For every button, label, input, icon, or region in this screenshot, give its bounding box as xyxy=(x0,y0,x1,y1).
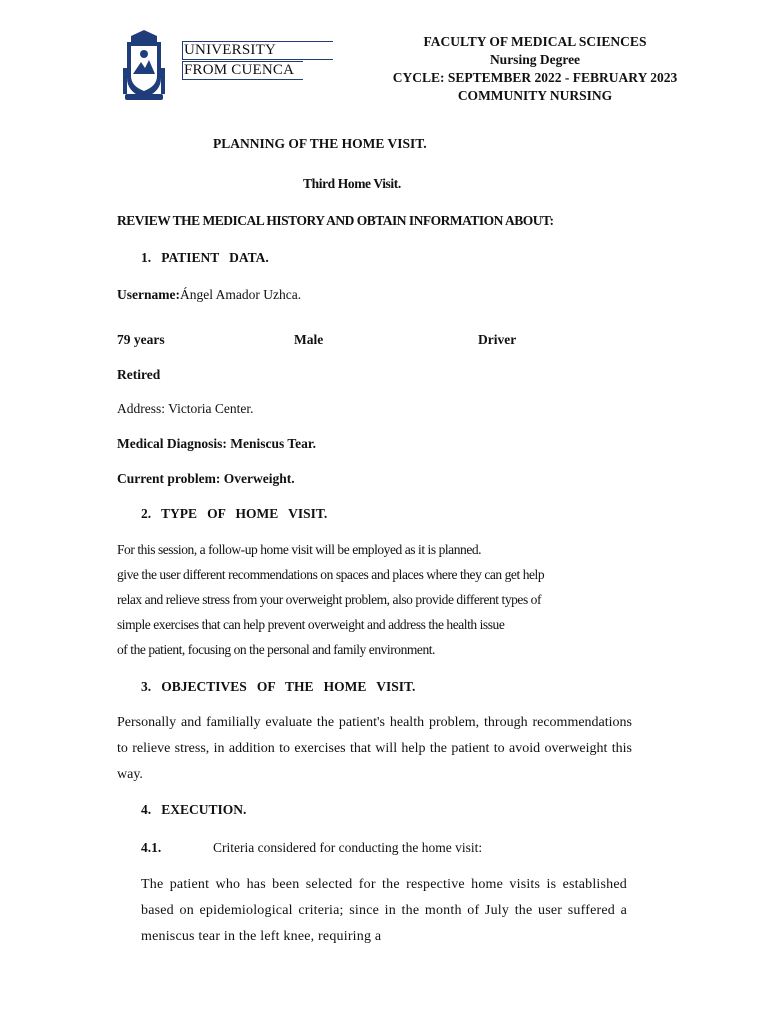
section-3-text: Personally and familially evaluate the patient's health problem, through recommendations to relieve stress, in addition to exercises that will help the patient to avoid overweight this way. xyxy=(117,715,632,782)
subject-name: COMMUNITY NURSING xyxy=(457,88,613,103)
review-heading: REVIEW THE MEDICAL HISTORY AND OBTAIN INFORMATION ABOUT: xyxy=(117,213,554,228)
username-label: Username: xyxy=(117,287,180,302)
subsection-title: Criteria considered for conducting the home visit: xyxy=(213,840,483,855)
subsection-number: 4.1. xyxy=(141,840,162,855)
section-1-heading: 1. PATIENT DATA. xyxy=(141,250,269,265)
patient-status: Retired xyxy=(117,367,161,382)
university-line-2: FROM CUENCA xyxy=(182,60,294,80)
current-problem: Current problem: Overweight. xyxy=(117,471,295,486)
cycle-text: CYCLE: SEPTEMBER 2022 - FEBRUARY 2023 xyxy=(392,70,678,85)
faculty-name: FACULTY OF MEDICAL SCIENCES xyxy=(423,34,647,49)
section-2-line: simple exercises that can help prevent overweight and address the health issue xyxy=(117,617,505,632)
university-name xyxy=(182,40,294,80)
username-line xyxy=(117,287,301,303)
university-line-1: UNIVERSITY xyxy=(182,40,294,60)
section-2-line: For this session, a follow-up home visit will be employed as it is planned. xyxy=(117,542,482,557)
patient-attributes xyxy=(117,332,567,352)
section-3-heading: 3. OBJECTIVES OF THE HOME VISIT. xyxy=(141,679,416,694)
section-4-heading: 4. EXECUTION. xyxy=(141,802,247,817)
section-2-line: relax and relieve stress from your overweight problem, also provide different types of xyxy=(117,592,542,607)
patient-sex: Male xyxy=(294,332,324,347)
faculty-header xyxy=(380,33,690,105)
university-logo xyxy=(121,28,167,104)
section-2-line: of the patient, focusing on the personal and family environment. xyxy=(117,642,435,657)
degree-name: Nursing Degree xyxy=(489,52,581,67)
patient-age: 79 years xyxy=(117,332,165,347)
section-4-text: The patient who has been selected for the respective home visits is established based on epidemiological criteria; since in the month of July the user suffered a meniscus tear in the left knee, requiring a xyxy=(141,877,627,944)
patient-occupation: Driver xyxy=(478,332,517,347)
patient-address: Address: Victoria Center. xyxy=(117,401,254,416)
section-2-line: give the user different recommendations on spaces and places where they can get help xyxy=(117,567,545,582)
page-subtitle: Third Home Visit. xyxy=(303,176,401,191)
username-value: Ángel Amador Uzhca. xyxy=(179,287,302,302)
medical-diagnosis: Medical Diagnosis: Meniscus Tear. xyxy=(117,436,317,451)
section-2-heading: 2. TYPE OF HOME VISIT. xyxy=(141,506,328,521)
page-title: PLANNING OF THE HOME VISIT. xyxy=(213,136,427,151)
